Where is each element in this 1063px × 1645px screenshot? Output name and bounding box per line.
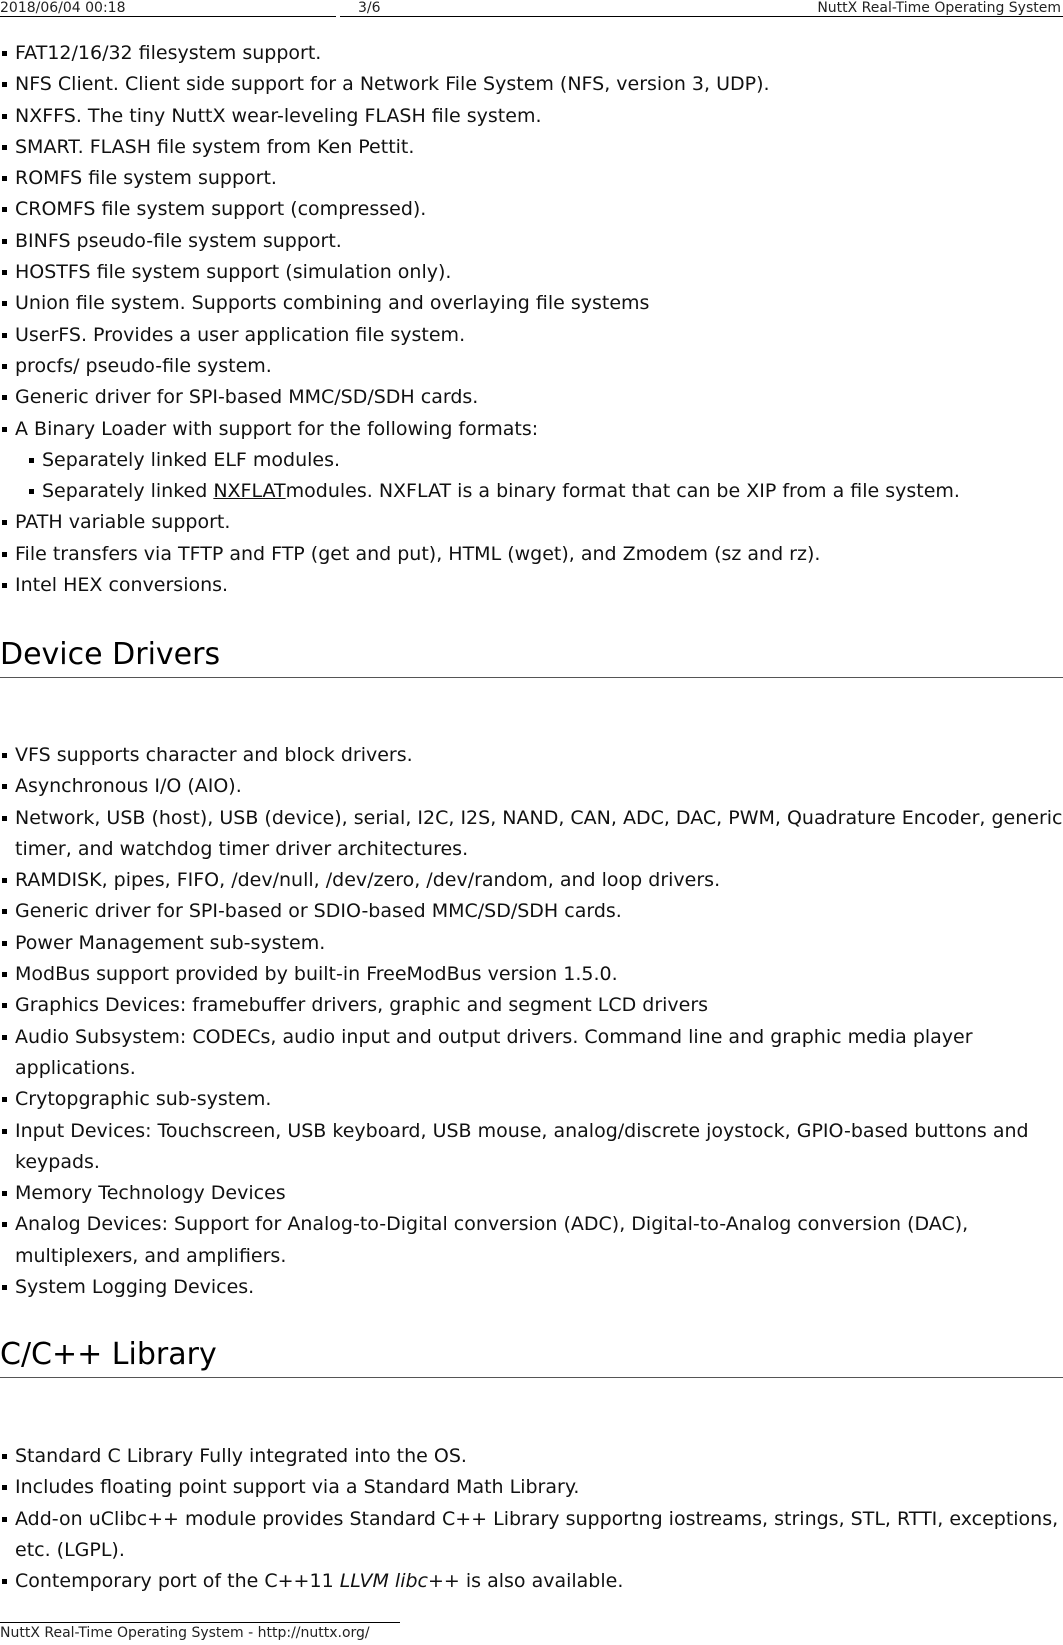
list-item: Power Management sub-system. <box>0 928 1063 959</box>
list-item: Audio Subsystem: CODECs, audio input and output drivers. Command line and graphic media player applications. <box>0 1022 1063 1085</box>
list-item: VFS supports character and block drivers. <box>0 740 1063 771</box>
list-item: SMART. FLASH file system from Ken Pettit. <box>0 132 1063 163</box>
list-item: Input Devices: Touchscreen, USB keyboard, USB mouse, analog/discrete joystock, GPIO-based buttons and keypads. <box>0 1116 1063 1179</box>
list-item: Crytopgraphic sub-system. <box>0 1084 1063 1115</box>
list-item: Generic driver for SPI-based or SDIO-based MMC/SD/SDH cards. <box>0 896 1063 927</box>
list-item: Standard C Library Fully integrated into the OS. <box>0 1441 1063 1472</box>
list-item-llvm <box>0 1566 1063 1597</box>
list-item: procfs/ pseudo-file system. <box>0 351 1063 382</box>
nxflat-suffix: modules. NXFLAT is a binary format that can be XIP from a file system. <box>285 480 960 503</box>
list-item: System Logging Devices. <box>0 1272 1063 1303</box>
cpp-library-list <box>0 1441 1063 1597</box>
list-item: FAT12/16/32 filesystem support. <box>0 38 1063 69</box>
list-item: Asynchronous I/O (AIO). <box>0 771 1063 802</box>
list-item: PATH variable support. <box>0 507 1063 538</box>
llvm-libcxx-term: LLVM libc++ <box>339 1570 460 1593</box>
list-item: ROMFS file system support. <box>0 163 1063 194</box>
list-item: ModBus support provided by built-in FreeModBus version 1.5.0. <box>0 959 1063 990</box>
page-footer: NuttX Real-Time Operating System - http://nuttx.org/ <box>0 1622 400 1643</box>
cpp-library-heading: C/C++ Library <box>0 1335 1063 1378</box>
sub-list-item-nxflat <box>0 476 1063 507</box>
list-item: File transfers via TFTP and FTP (get and put), HTML (wget), and Zmodem (sz and rz). <box>0 539 1063 570</box>
list-item: NXFFS. The tiny NuttX wear-leveling FLASH file system. <box>0 101 1063 132</box>
list-item: Intel HEX conversions. <box>0 570 1063 601</box>
list-item: Memory Technology Devices <box>0 1178 1063 1209</box>
list-item: Includes floating point support via a Standard Math Library. <box>0 1472 1063 1503</box>
list-item: Analog Devices: Support for Analog-to-Digital conversion (ADC), Digital-to-Analog conversion (DAC), multiplexers, and amplifiers. <box>0 1209 1063 1272</box>
list-item: BINFS pseudo-file system support. <box>0 226 1063 257</box>
nxflat-prefix: Separately linked <box>42 480 214 503</box>
nxflat-link[interactable]: NXFLAT <box>213 480 286 503</box>
list-item: NFS Client. Client side support for a Network File System (NFS, version 3, UDP). <box>0 69 1063 100</box>
list-item: Add-on uClibc++ module provides Standard C++ Library supportng iostreams, strings, STL, RTTI, exceptions, etc. (LGPL). <box>0 1504 1063 1567</box>
header-title: NuttX Real-Time Operating System <box>817 0 1061 16</box>
list-item: Union file system. Supports combining and overlaying file systems <box>0 288 1063 319</box>
page-header <box>0 0 1063 20</box>
llvm-suffix: is also available. <box>459 1570 624 1593</box>
list-item: UserFS. Provides a user application file system. <box>0 320 1063 351</box>
list-item: A Binary Loader with support for the following formats: <box>0 414 1063 445</box>
list-item: RAMDISK, pipes, FIFO, /dev/null, /dev/zero, /dev/random, and loop drivers. <box>0 865 1063 896</box>
list-item: HOSTFS file system support (simulation only). <box>0 257 1063 288</box>
header-page-number: 3/6 <box>358 0 381 16</box>
sub-list-item-elf: Separately linked ELF modules. <box>0 445 1063 476</box>
list-item: Generic driver for SPI-based MMC/SD/SDH cards. <box>0 382 1063 413</box>
header-datetime: 2018/06/04 00:18 <box>0 0 338 17</box>
filesystem-list <box>0 38 1063 601</box>
list-item: Graphics Devices: framebuffer drivers, graphic and segment LCD drivers <box>0 990 1063 1021</box>
list-item: Network, USB (host), USB (device), serial, I2C, I2S, NAND, CAN, ADC, DAC, PWM, Quadrature Encoder, generic timer, and watchdog timer driver architectures. <box>0 803 1063 866</box>
list-item: CROMFS file system support (compressed). <box>0 194 1063 225</box>
device-drivers-heading: Device Drivers <box>0 635 1063 678</box>
llvm-prefix: Contemporary port of the C++11 <box>15 1570 340 1593</box>
header-right <box>338 0 1063 17</box>
device-drivers-list <box>0 740 1063 1303</box>
